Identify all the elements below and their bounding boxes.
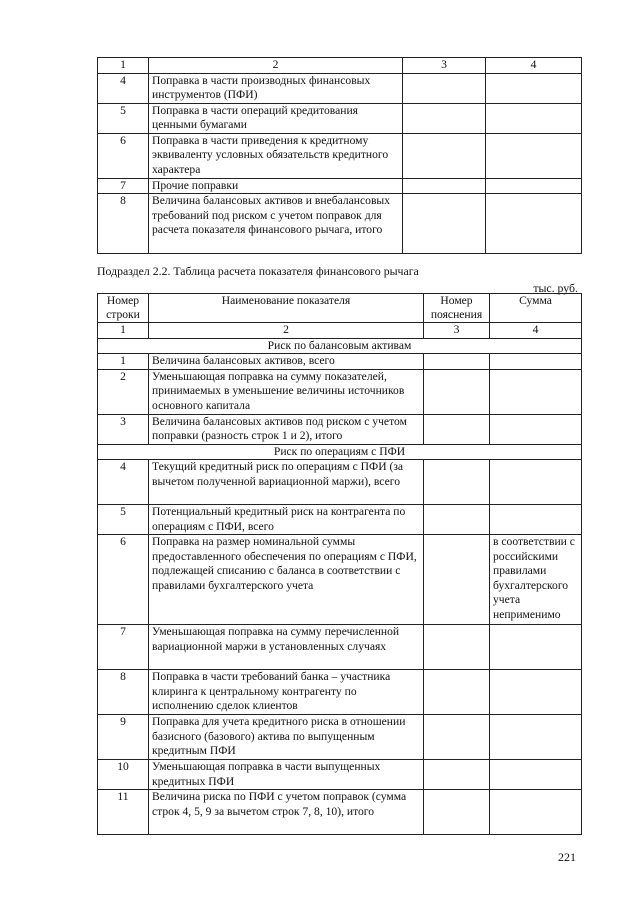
row-name: Уменьшающая поправка в части выпущенных кредитных ПФИ: [149, 760, 424, 790]
row-note: [424, 670, 490, 715]
row-sum: [490, 790, 582, 835]
row-sum: [490, 414, 582, 444]
row-note: [403, 103, 486, 133]
row-note: [424, 715, 490, 760]
row-note: [403, 194, 486, 254]
row-note: [403, 133, 486, 178]
row-number: 4: [98, 460, 149, 505]
row-note: [424, 760, 490, 790]
row-sum: [490, 460, 582, 505]
table-row: [98, 625, 582, 670]
row-sum: [490, 760, 582, 790]
header-indicator-name: Наименование показателя: [149, 294, 424, 323]
row-number: 5: [98, 103, 149, 133]
row-name: Поправка на размер номинальной суммы предоставленного обеспечения по операциям с ПФИ, подлежащей списанию с баланса в соответствии с правилами бухгалтерского учета: [149, 535, 424, 625]
row-name: Уменьшающая поправка на сумму перечисленной вариационной маржи в установленных случаях: [149, 625, 424, 670]
row-sum: [486, 103, 582, 133]
col-number-cell: 2: [149, 323, 424, 339]
header-note-number: Номер пояснения: [424, 294, 490, 323]
row-name: Поправка в части приведения к кредитному эквиваленту условных обязательств кредитного характера: [149, 133, 403, 178]
row-number: 8: [98, 670, 149, 715]
row-number: 1: [98, 354, 149, 370]
table-row: [98, 178, 582, 194]
table-row: [98, 414, 582, 444]
header-sum: Сумма: [490, 294, 582, 323]
row-note: [403, 73, 486, 103]
table-row: [98, 670, 582, 715]
row-note: [424, 354, 490, 370]
col-number-cell: 3: [403, 58, 486, 74]
table-row: [98, 535, 582, 625]
row-note: [424, 625, 490, 670]
row-name: Величина риска по ПФИ с учетом поправок (сумма строк 4, 5, 9 за вычетом строк 7, 8, 10), итого: [149, 790, 424, 835]
row-sum: [490, 369, 582, 414]
row-number: 3: [98, 414, 149, 444]
row-note: [424, 535, 490, 625]
row-sum: [486, 73, 582, 103]
table-row: [98, 505, 582, 535]
col-number-cell: 1: [98, 323, 149, 339]
row-number: 2: [98, 369, 149, 414]
units-label: тыс. руб.: [533, 281, 578, 295]
leverage-table: [97, 293, 582, 835]
row-name: Поправка для учета кредитного риска в отношении базисного (базового) актива по выпущенным кредитным ПФИ: [149, 715, 424, 760]
row-sum: в соответствии с российскими правилами бухгалтерского учета неприменимо: [490, 535, 582, 625]
table-row: [98, 73, 582, 103]
header-row-number: Номер строки: [98, 294, 149, 323]
col-number-cell: 2: [149, 58, 403, 74]
row-sum: [490, 625, 582, 670]
top-table-header-row: [98, 58, 582, 74]
top-table: [97, 57, 582, 254]
row-name: Поправка в части операций кредитования ценными бумагами: [149, 103, 403, 133]
row-number: 7: [98, 625, 149, 670]
row-name: Потенциальный кредитный риск на контрагента по операциям с ПФИ, всего: [149, 505, 424, 535]
row-name: Поправка в части производных финансовых инструментов (ПФИ): [149, 73, 403, 103]
col-number-cell: 1: [98, 58, 149, 74]
row-number: 4: [98, 73, 149, 103]
row-sum: [490, 715, 582, 760]
row-name: Величина балансовых активов, всего: [149, 354, 424, 370]
row-sum: [490, 670, 582, 715]
row-name: Величина балансовых активов под риском с учетом поправки (разность строк 1 и 2), итого: [149, 414, 424, 444]
row-name: Прочие поправки: [149, 178, 403, 194]
table-row: [98, 715, 582, 760]
col-number-cell: 4: [486, 58, 582, 74]
row-number: 6: [98, 133, 149, 178]
row-note: [424, 505, 490, 535]
row-note: [424, 369, 490, 414]
section-title: Риск по операциям с ПФИ: [98, 444, 582, 460]
row-number: 11: [98, 790, 149, 835]
table-row: [98, 133, 582, 178]
row-number: 8: [98, 194, 149, 254]
section-title: Риск по балансовым активам: [98, 338, 582, 354]
col-number-cell: 3: [424, 323, 490, 339]
table-row: [98, 369, 582, 414]
page-number: 221: [558, 850, 576, 864]
row-number: 6: [98, 535, 149, 625]
row-note: [424, 790, 490, 835]
row-note: [403, 178, 486, 194]
row-number: 5: [98, 505, 149, 535]
row-note: [424, 414, 490, 444]
row-name: Величина балансовых активов и внебалансовых требований под риском с учетом поправок для расчета показателя финансового рычага, итого: [149, 194, 403, 254]
row-note: [424, 460, 490, 505]
leverage-table-header-row: [98, 294, 582, 323]
row-name: Текущий кредитный риск по операциям с ПФИ (за вычетом полученной вариационной маржи), всего: [149, 460, 424, 505]
section-row: [98, 338, 582, 354]
row-sum: [486, 194, 582, 254]
section-row: [98, 444, 582, 460]
table-row: [98, 354, 582, 370]
table-row: [98, 103, 582, 133]
row-name: Поправка в части требований банка – участника клиринга к центральному контрагенту по исполнению сделок клиентов: [149, 670, 424, 715]
row-number: 9: [98, 715, 149, 760]
row-number: 7: [98, 178, 149, 194]
row-number: 10: [98, 760, 149, 790]
row-name: Уменьшающая поправка на сумму показателей, принимаемых в уменьшение величины источников основного капитала: [149, 369, 424, 414]
table-row: [98, 194, 582, 254]
table-row: [98, 790, 582, 835]
row-sum: [486, 133, 582, 178]
column-numbers-row: [98, 323, 582, 339]
col-number-cell: 4: [490, 323, 582, 339]
row-sum: [490, 505, 582, 535]
table-row: [98, 760, 582, 790]
row-sum: [490, 354, 582, 370]
table-row: [98, 460, 582, 505]
row-sum: [486, 178, 582, 194]
table-caption: Подраздел 2.2. Таблица расчета показателя финансового рычага: [97, 264, 419, 278]
